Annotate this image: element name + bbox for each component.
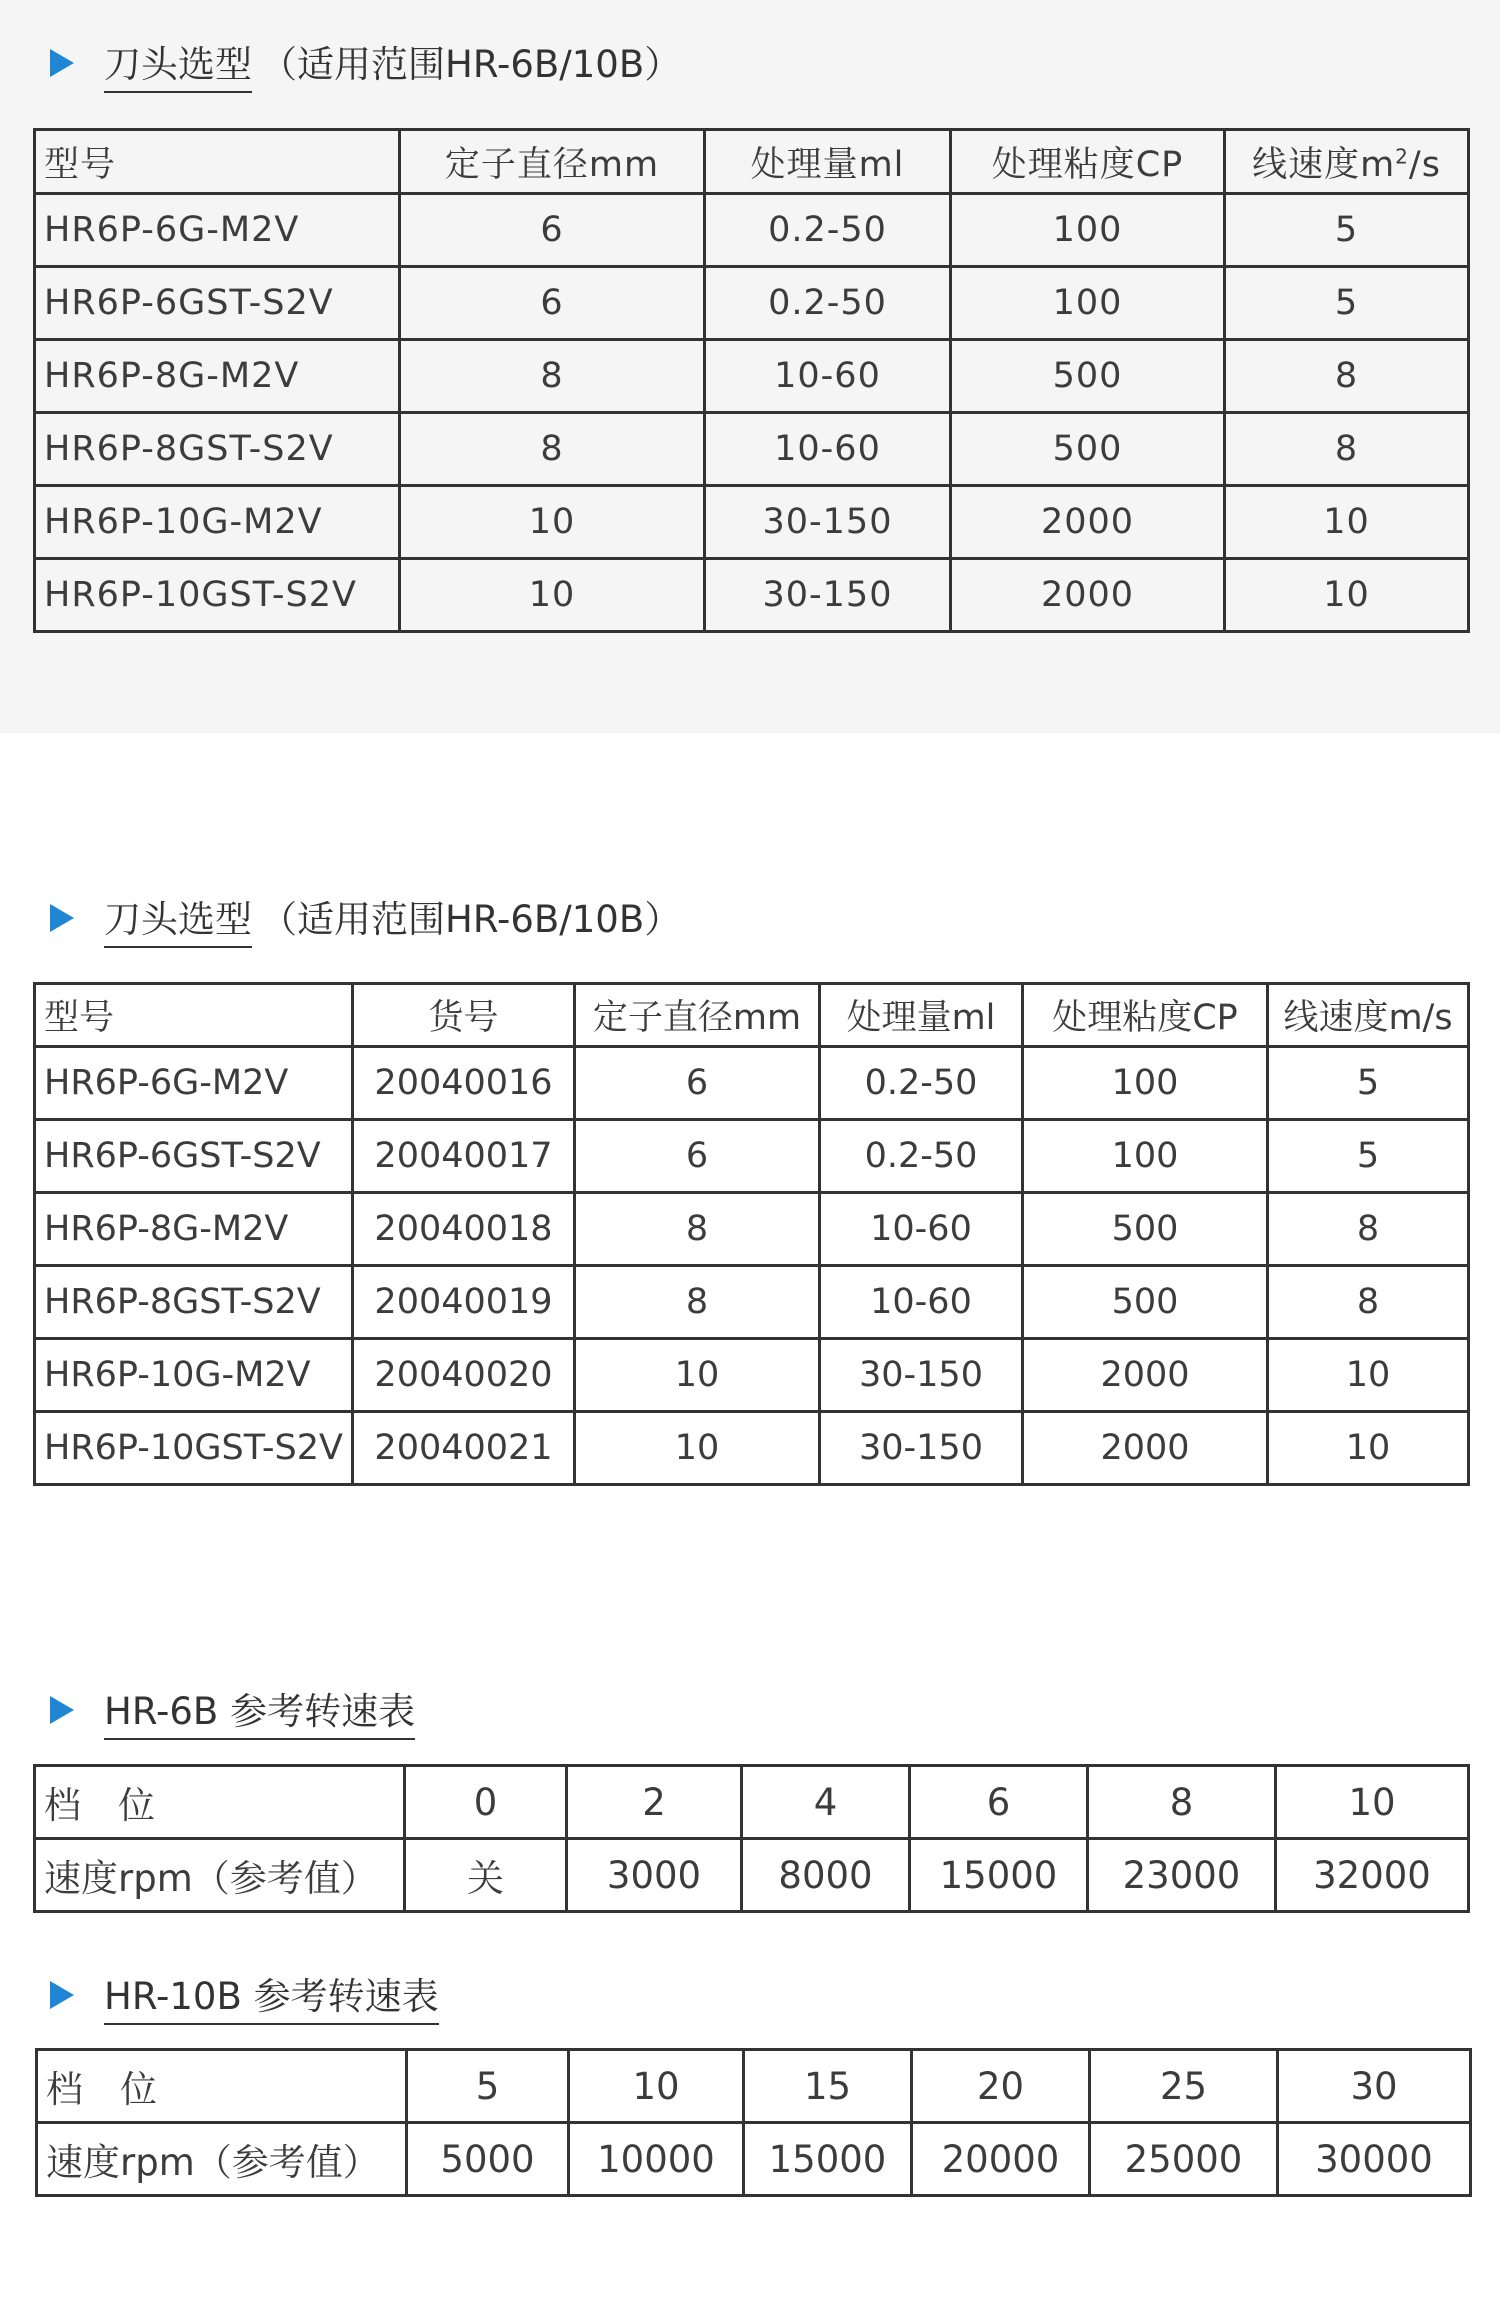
table-cell: 100	[1023, 1120, 1268, 1193]
speed-label: 速度rpm（参考值）	[37, 2123, 407, 2196]
table-cell: 15	[744, 2050, 912, 2123]
header-part-number: 货号	[353, 984, 575, 1047]
table-cell: 10	[1268, 1412, 1469, 1485]
table-cell: 8000	[742, 1839, 910, 1912]
table-cell: 30	[1278, 2050, 1471, 2123]
table-cell: 20000	[912, 2123, 1090, 2196]
gear-label: 档 位	[35, 1766, 405, 1839]
table-cell: 关	[405, 1839, 567, 1912]
table-cell: HR6P-6G-M2V	[35, 1047, 353, 1120]
table-cell: 500	[951, 340, 1225, 413]
section2-title: 刀头选型	[104, 889, 252, 948]
table-cell: 20040017	[353, 1120, 575, 1193]
table-cell: 500	[1023, 1193, 1268, 1266]
table-row	[35, 1193, 1469, 1266]
section2-heading	[50, 888, 681, 948]
header-model: 型号	[35, 130, 400, 194]
table-cell: 10	[400, 486, 705, 559]
table-row	[35, 267, 1469, 340]
table-cell: 30000	[1278, 2123, 1471, 2196]
table-cell: 8	[400, 340, 705, 413]
header-line-speed: 线速度$m^2/s$	[1225, 130, 1469, 194]
table-cell: 500	[1023, 1266, 1268, 1339]
table-cell: 2000	[951, 559, 1225, 632]
table-cell: 25	[1090, 2050, 1278, 2123]
table-cell: 2000	[1023, 1339, 1268, 1412]
table-cell: 6	[575, 1047, 820, 1120]
triangle-bullet-icon	[50, 1981, 74, 2009]
table-cell: 5	[1268, 1120, 1469, 1193]
speed-row	[37, 2123, 1471, 2196]
table-cell: 0	[405, 1766, 567, 1839]
header-viscosity: 处理粘度CP	[1023, 984, 1268, 1047]
table-row	[35, 413, 1469, 486]
table-cell: 10	[569, 2050, 744, 2123]
gear-row	[37, 2050, 1471, 2123]
table-cell: 10-60	[820, 1266, 1023, 1339]
header-stator-diameter: 定子直径mm	[575, 984, 820, 1047]
table-cell: 2	[567, 1766, 742, 1839]
table-cell: 20040016	[353, 1047, 575, 1120]
table-cell: 3000	[567, 1839, 742, 1912]
table-cell: 10-60	[705, 413, 951, 486]
table-cell: 8	[1268, 1193, 1469, 1266]
table-row	[35, 340, 1469, 413]
section2-subtitle: （适用范围HR-6B/10B）	[260, 897, 682, 941]
table-cell: 10	[1276, 1766, 1469, 1839]
table-cell: 15000	[744, 2123, 912, 2196]
table-cell: HR6P-8G-M2V	[35, 1193, 353, 1266]
speed-row	[35, 1839, 1469, 1912]
section3-title: HR-6B 参考转速表	[104, 1681, 415, 1740]
table-cell: 32000	[1276, 1839, 1469, 1912]
table-cell: 5	[1225, 267, 1469, 340]
table-cell: 6	[400, 194, 705, 267]
table-cell: 10-60	[705, 340, 951, 413]
table-cell: 0.2-50	[820, 1047, 1023, 1120]
table-row	[35, 1047, 1469, 1120]
table-cell: 8	[1268, 1266, 1469, 1339]
table-row	[35, 194, 1469, 267]
header-model: 型号	[35, 984, 353, 1047]
table-cell: 10	[575, 1339, 820, 1412]
table-cell: 2000	[1023, 1412, 1268, 1485]
header-capacity: 处理量ml	[820, 984, 1023, 1047]
table-cell: 20	[912, 2050, 1090, 2123]
table-cell: 8	[1225, 413, 1469, 486]
section1-subtitle: （适用范围HR-6B/10B）	[260, 42, 682, 86]
table-cell: HR6P-10GST-S2V	[35, 1412, 353, 1485]
section1-heading	[50, 33, 681, 93]
table-cell: HR6P-6GST-S2V	[35, 1120, 353, 1193]
table-cell: 100	[951, 194, 1225, 267]
table-cell: 0.2-50	[820, 1120, 1023, 1193]
hr10b-speed-table	[35, 2048, 1472, 2197]
section1-title: 刀头选型	[104, 34, 252, 93]
table-cell: 5	[407, 2050, 569, 2123]
header-line-speed: 线速度m/s	[1268, 984, 1469, 1047]
table-header-row	[35, 984, 1469, 1047]
table-cell: 5000	[407, 2123, 569, 2196]
table-cell: 30-150	[820, 1412, 1023, 1485]
table-cell: 100	[951, 267, 1225, 340]
table-cell: HR6P-8GST-S2V	[35, 413, 400, 486]
table-row	[35, 486, 1469, 559]
table-cell: 6	[575, 1120, 820, 1193]
table-cell: 20040020	[353, 1339, 575, 1412]
table-cell: 30-150	[820, 1339, 1023, 1412]
table-cell: 10	[575, 1412, 820, 1485]
table-cell: 10-60	[820, 1193, 1023, 1266]
table-cell: 8	[400, 413, 705, 486]
header-capacity: 处理量ml	[705, 130, 951, 194]
table-cell: 20040019	[353, 1266, 575, 1339]
table-cell: HR6P-8G-M2V	[35, 340, 400, 413]
table-header-row	[35, 130, 1469, 194]
table-cell: 30-150	[705, 486, 951, 559]
table-cell: HR6P-10G-M2V	[35, 486, 400, 559]
gear-label: 档 位	[37, 2050, 407, 2123]
table-cell: 15000	[910, 1839, 1088, 1912]
table-cell: 30-150	[705, 559, 951, 632]
section4-heading	[50, 1965, 439, 2025]
table-cell: 4	[742, 1766, 910, 1839]
table-cell: 20040021	[353, 1412, 575, 1485]
gear-row	[35, 1766, 1469, 1839]
table-cell: 5	[1268, 1047, 1469, 1120]
table-cell: 5	[1225, 194, 1469, 267]
table-cell: 10	[1225, 559, 1469, 632]
section3-heading	[50, 1680, 415, 1740]
table-row	[35, 1339, 1469, 1412]
triangle-bullet-icon	[50, 49, 74, 77]
table-cell: 6	[400, 267, 705, 340]
section4-title: HR-10B 参考转速表	[104, 1966, 439, 2025]
table-cell: HR6P-10G-M2V	[35, 1339, 353, 1412]
table-cell: HR6P-6GST-S2V	[35, 267, 400, 340]
table-cell: 500	[951, 413, 1225, 486]
speed-label: 速度rpm（参考值）	[35, 1839, 405, 1912]
table-cell: 6	[910, 1766, 1088, 1839]
table-cell: 2000	[951, 486, 1225, 559]
header-stator-diameter: 定子直径mm	[400, 130, 705, 194]
table-row	[35, 1266, 1469, 1339]
table-cell: 25000	[1090, 2123, 1278, 2196]
table-cell: 10	[1225, 486, 1469, 559]
table-cell: 8	[1225, 340, 1469, 413]
triangle-bullet-icon	[50, 904, 74, 932]
table-cell: HR6P-8GST-S2V	[35, 1266, 353, 1339]
table-cell: 8	[1088, 1766, 1276, 1839]
blade-selection-table-with-part-number	[33, 982, 1470, 1486]
table-cell: 0.2-50	[705, 194, 951, 267]
triangle-bullet-icon	[50, 1696, 74, 1724]
header-viscosity: 处理粘度CP	[951, 130, 1225, 194]
table-cell: HR6P-10GST-S2V	[35, 559, 400, 632]
table-cell: 23000	[1088, 1839, 1276, 1912]
hr6b-speed-table	[33, 1764, 1470, 1913]
table-row	[35, 1412, 1469, 1485]
table-cell: 8	[575, 1193, 820, 1266]
table-row	[35, 1120, 1469, 1193]
table-cell: 0.2-50	[705, 267, 951, 340]
table-cell: 10	[400, 559, 705, 632]
table-cell: HR6P-6G-M2V	[35, 194, 400, 267]
table-cell: 10000	[569, 2123, 744, 2196]
table-cell: 20040018	[353, 1193, 575, 1266]
table-cell: 10	[1268, 1339, 1469, 1412]
table-cell: 8	[575, 1266, 820, 1339]
table-row	[35, 559, 1469, 632]
blade-selection-table	[33, 128, 1470, 633]
table-cell: 100	[1023, 1047, 1268, 1120]
